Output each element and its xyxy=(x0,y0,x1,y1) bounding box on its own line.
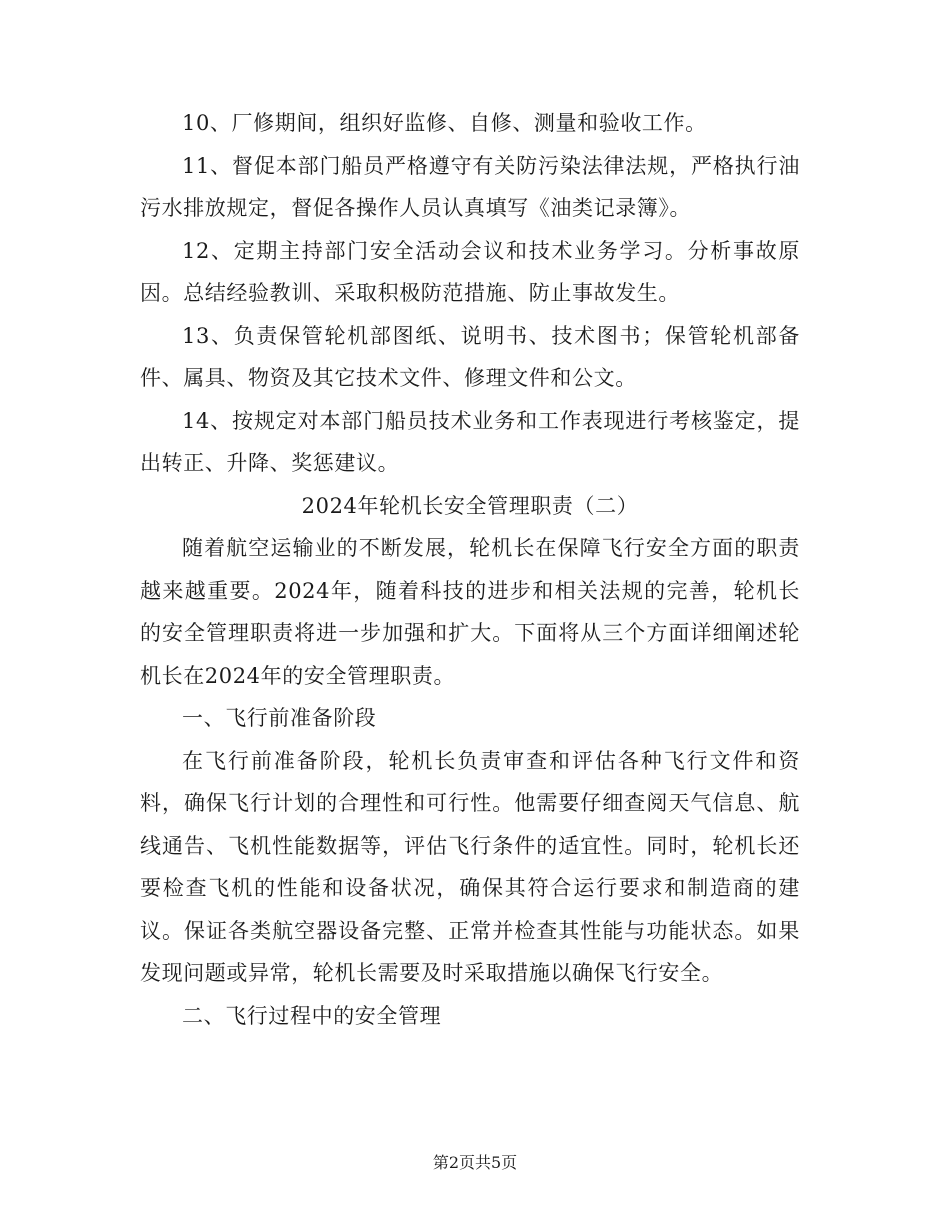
duty-item-14: 14、按规定对本部门船员技术业务和工作表现进行考核鉴定，提出转正、升降、奖惩建议。 xyxy=(140,408,800,475)
duty-item-12: 12、定期主持部门安全活动会议和技术业务学习。分析事故原因。总结经验教训、采取积极防范措施、防止事故发生。 xyxy=(140,238,800,305)
duty-item-13: 13、负责保管轮机部图纸、说明书、技术图书；保管轮机部备件、属具、物资及其它技术文件、修理文件和公文。 xyxy=(140,323,800,390)
page-content xyxy=(140,102,800,1037)
intro-paragraph: 随着航空运输业的不断发展，轮机长在保障飞行安全方面的职责越来越重要。2024年，随着科技的进步和相关法规的完善，轮机长的安全管理职责将进一步加强和扩大。下面将从三个方面详细阐述轮机长在2024年的安全管理职责。 xyxy=(140,536,800,688)
duty-item-11: 11、督促本部门船员严格遵守有关防污染法律法规，严格执行油污水排放规定，督促各操作人员认真填写《油类记录簿》。 xyxy=(140,153,800,220)
preflight-paragraph: 在飞行前准备阶段，轮机长负责审查和评估各种飞行文件和资料，确保飞行计划的合理性和可行性。他需要仔细查阅天气信息、航线通告、飞机性能数据等，评估飞行条件的适宜性。同时，轮机长还要检查飞机的性能和设备状况，确保其符合运行要求和制造商的建议。保证各类航空器设备完整、正常并检查其性能与功能状态。如果发现问题或异常，轮机长需要及时采取措施以确保飞行安全。 xyxy=(140,748,800,985)
subheading-inflight: 二、飞行过程中的安全管理 xyxy=(182,1003,442,1028)
page-number: 第2页共5页 xyxy=(432,1153,518,1172)
section-title: 2024年轮机长安全管理职责（二） xyxy=(301,493,639,518)
duty-item-10: 10、厂修期间，组织好监修、自修、测量和验收工作。 xyxy=(182,111,707,135)
subheading-preflight: 一、飞行前准备阶段 xyxy=(182,706,377,730)
